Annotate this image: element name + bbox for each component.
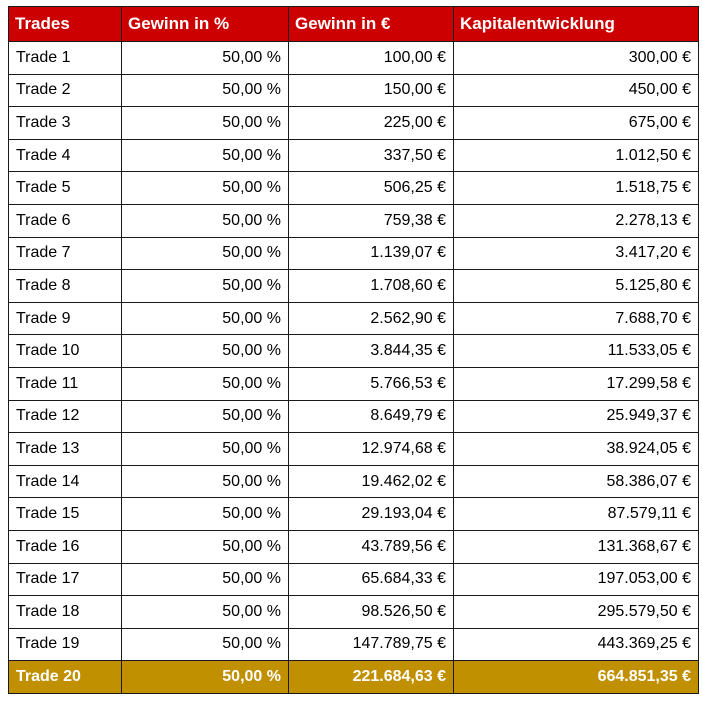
- cell-gewinn-eur: 12.974,68 €: [289, 433, 454, 466]
- cell-gewinn-eur: 337,50 €: [289, 139, 454, 172]
- cell-gewinn-eur: 43.789,56 €: [289, 530, 454, 563]
- table-row: [9, 563, 699, 596]
- cell-kapital: 58.386,07 €: [454, 465, 699, 498]
- cell-gewinn-pct: 50,00 %: [122, 433, 289, 466]
- cell-trade: Trade 1: [9, 42, 122, 75]
- table-row: [9, 498, 699, 531]
- table-row: [9, 628, 699, 661]
- cell-gewinn-eur: 147.789,75 €: [289, 628, 454, 661]
- cell-trade: Trade 12: [9, 400, 122, 433]
- table-row: [9, 530, 699, 563]
- cell-kapital: 131.368,67 €: [454, 530, 699, 563]
- cell-trade: Trade 13: [9, 433, 122, 466]
- cell-kapital: 2.278,13 €: [454, 204, 699, 237]
- total-row: [9, 661, 699, 694]
- cell-gewinn-eur: 225,00 €: [289, 107, 454, 140]
- table-row: [9, 367, 699, 400]
- cell-gewinn-eur: 150,00 €: [289, 74, 454, 107]
- header-gewinn-pct: Gewinn in %: [122, 7, 289, 42]
- cell-gewinn-eur: 8.649,79 €: [289, 400, 454, 433]
- cell-gewinn-pct: 50,00 %: [122, 204, 289, 237]
- cell-gewinn-pct: 50,00 %: [122, 465, 289, 498]
- cell-gewinn-eur: 19.462,02 €: [289, 465, 454, 498]
- cell-trade: Trade 14: [9, 465, 122, 498]
- table-row: [9, 335, 699, 368]
- cell-gewinn-pct: 50,00 %: [122, 172, 289, 205]
- cell-trade: Trade 17: [9, 563, 122, 596]
- cell-gewinn-pct: 50,00 %: [122, 139, 289, 172]
- cell-trade: Trade 4: [9, 139, 122, 172]
- cell-gewinn-pct: 50,00 %: [122, 335, 289, 368]
- cell-gewinn-eur: 1.708,60 €: [289, 270, 454, 303]
- cell-gewinn-pct: 50,00 %: [122, 530, 289, 563]
- table-row: [9, 204, 699, 237]
- cell-gewinn-eur: 3.844,35 €: [289, 335, 454, 368]
- table-header-row: [9, 7, 699, 42]
- table-row: [9, 172, 699, 205]
- cell-trade: Trade 9: [9, 302, 122, 335]
- cell-trade: Trade 18: [9, 596, 122, 629]
- cell-gewinn-pct: 50,00 %: [122, 42, 289, 75]
- header-trades: Trades: [9, 7, 122, 42]
- table-row: [9, 270, 699, 303]
- cell-gewinn-eur: 759,38 €: [289, 204, 454, 237]
- table-row: [9, 596, 699, 629]
- cell-gewinn-pct: 50,00 %: [122, 498, 289, 531]
- cell-kapital: 17.299,58 €: [454, 367, 699, 400]
- cell-trade: Trade 5: [9, 172, 122, 205]
- cell-gewinn-pct: 50,00 %: [122, 661, 289, 694]
- cell-kapital: 675,00 €: [454, 107, 699, 140]
- cell-trade: Trade 2: [9, 74, 122, 107]
- cell-kapital: 25.949,37 €: [454, 400, 699, 433]
- cell-trade: Trade 15: [9, 498, 122, 531]
- cell-gewinn-pct: 50,00 %: [122, 596, 289, 629]
- cell-gewinn-eur: 2.562,90 €: [289, 302, 454, 335]
- cell-trade: Trade 7: [9, 237, 122, 270]
- cell-kapital: 5.125,80 €: [454, 270, 699, 303]
- table-row: [9, 302, 699, 335]
- cell-gewinn-pct: 50,00 %: [122, 302, 289, 335]
- cell-gewinn-pct: 50,00 %: [122, 400, 289, 433]
- cell-trade: Trade 6: [9, 204, 122, 237]
- table-row: [9, 433, 699, 466]
- cell-gewinn-eur: 221.684,63 €: [289, 661, 454, 694]
- cell-trade: Trade 20: [9, 661, 122, 694]
- cell-gewinn-eur: 1.139,07 €: [289, 237, 454, 270]
- cell-gewinn-eur: 5.766,53 €: [289, 367, 454, 400]
- cell-trade: Trade 8: [9, 270, 122, 303]
- header-kapitalentwicklung: Kapitalentwicklung: [454, 7, 699, 42]
- cell-gewinn-eur: 29.193,04 €: [289, 498, 454, 531]
- cell-trade: Trade 10: [9, 335, 122, 368]
- table-row: [9, 465, 699, 498]
- cell-gewinn-pct: 50,00 %: [122, 107, 289, 140]
- cell-trade: Trade 19: [9, 628, 122, 661]
- cell-gewinn-eur: 65.684,33 €: [289, 563, 454, 596]
- cell-gewinn-pct: 50,00 %: [122, 270, 289, 303]
- cell-kapital: 300,00 €: [454, 42, 699, 75]
- cell-gewinn-pct: 50,00 %: [122, 628, 289, 661]
- table-row: [9, 74, 699, 107]
- cell-kapital: 87.579,11 €: [454, 498, 699, 531]
- table-row: [9, 139, 699, 172]
- cell-gewinn-eur: 100,00 €: [289, 42, 454, 75]
- cell-trade: Trade 11: [9, 367, 122, 400]
- cell-kapital: 1.012,50 €: [454, 139, 699, 172]
- cell-kapital: 664.851,35 €: [454, 661, 699, 694]
- cell-gewinn-pct: 50,00 %: [122, 237, 289, 270]
- cell-trade: Trade 3: [9, 107, 122, 140]
- cell-gewinn-pct: 50,00 %: [122, 74, 289, 107]
- table-row: [9, 42, 699, 75]
- cell-kapital: 1.518,75 €: [454, 172, 699, 205]
- cell-gewinn-pct: 50,00 %: [122, 563, 289, 596]
- cell-kapital: 38.924,05 €: [454, 433, 699, 466]
- cell-kapital: 7.688,70 €: [454, 302, 699, 335]
- cell-kapital: 295.579,50 €: [454, 596, 699, 629]
- trade-table: [8, 6, 699, 694]
- table-row: [9, 107, 699, 140]
- table-body: [9, 42, 699, 661]
- cell-gewinn-eur: 506,25 €: [289, 172, 454, 205]
- cell-trade: Trade 16: [9, 530, 122, 563]
- cell-kapital: 443.369,25 €: [454, 628, 699, 661]
- cell-kapital: 11.533,05 €: [454, 335, 699, 368]
- cell-kapital: 197.053,00 €: [454, 563, 699, 596]
- table-row: [9, 400, 699, 433]
- cell-gewinn-pct: 50,00 %: [122, 367, 289, 400]
- header-gewinn-eur: Gewinn in €: [289, 7, 454, 42]
- table-row: [9, 237, 699, 270]
- cell-gewinn-eur: 98.526,50 €: [289, 596, 454, 629]
- cell-kapital: 450,00 €: [454, 74, 699, 107]
- cell-kapital: 3.417,20 €: [454, 237, 699, 270]
